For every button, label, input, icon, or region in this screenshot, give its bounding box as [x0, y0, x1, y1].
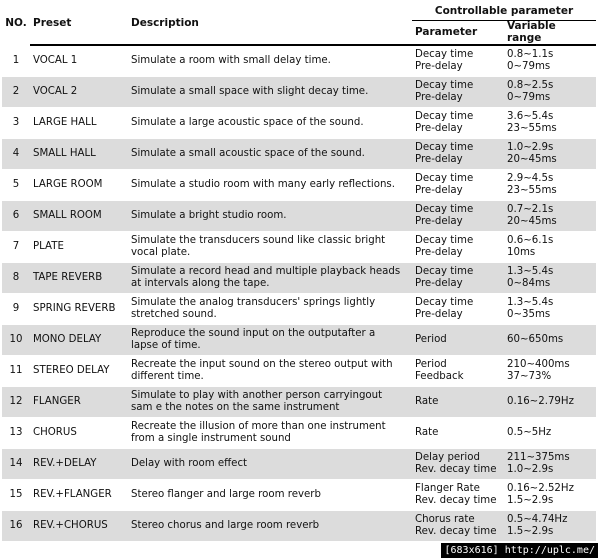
row-number: 8: [2, 262, 30, 293]
parameter-name: [412, 479, 504, 510]
preset-description: [128, 45, 412, 76]
variable-range-line: 0.16~2.52Hz: [507, 483, 574, 494]
parameter-name-line: Flanger Rate: [415, 483, 480, 494]
table-row: [2, 355, 596, 386]
preset-name: CHORUS: [30, 417, 128, 448]
parameter-name-line: Decay time: [415, 235, 474, 246]
table-row: [2, 262, 596, 293]
preset-description-line: Recreate the input sound on the stereo output with: [131, 359, 393, 370]
preset-name: REV.+DELAY: [30, 448, 128, 479]
variable-range-line: 23~55ms: [507, 184, 557, 196]
preset-name: REV.+CHORUS: [30, 510, 128, 541]
parameter-name: [412, 262, 504, 293]
header-no: NO.: [5, 17, 27, 29]
variable-range-line: 0~79ms: [507, 60, 551, 72]
preset-description-line: different time.: [131, 370, 204, 382]
variable-range-line: 210~400ms: [507, 359, 570, 370]
preset-description-line: Simulate a small space with slight decay time.: [131, 85, 369, 97]
row-number: 14: [2, 448, 30, 479]
row-number: 1: [2, 45, 30, 76]
preset-description-line: stretched sound.: [131, 308, 217, 320]
parameter-name-line: Decay time: [415, 266, 474, 277]
parameter-name-line: Pre-delay: [415, 308, 463, 320]
variable-range-line: 0.16~2.79Hz: [507, 395, 574, 407]
parameter-name-line: Decay time: [415, 80, 474, 91]
preset-description-line: Simulate a bright studio room.: [131, 209, 287, 221]
header-controllable-parameter: Controllable parameter: [412, 3, 596, 21]
preset-name: LARGE HALL: [30, 107, 128, 138]
parameter-name: [412, 45, 504, 76]
parameter-name-line: Rate: [415, 426, 439, 438]
table-row: [2, 45, 596, 76]
preset-name: SPRING REVERB: [30, 293, 128, 324]
variable-range-line: 10ms: [507, 246, 536, 258]
variable-range-line: 1.0~2.9s: [507, 142, 554, 153]
row-number: 16: [2, 510, 30, 541]
preset-name: SMALL ROOM: [30, 200, 128, 231]
preset-description-line: Simulate a studio room with many early reflections.: [131, 178, 395, 190]
table-row: [2, 169, 596, 200]
variable-range-line: 0.6~6.1s: [507, 235, 554, 246]
parameter-name-line: Period: [415, 359, 447, 370]
preset-description: [128, 262, 412, 293]
parameter-name-line: Chorus rate: [415, 514, 475, 526]
parameter-name: [412, 231, 504, 262]
preset-description: [128, 479, 412, 510]
table-row: [2, 386, 596, 417]
row-number: 11: [2, 355, 30, 386]
header-parameter: Parameter: [412, 21, 504, 46]
variable-range-line: 1.5~2.9s: [507, 494, 554, 506]
variable-range-line: 0.5~5Hz: [507, 426, 552, 438]
preset-name: TAPE REVERB: [30, 262, 128, 293]
parameter-name-line: Decay time: [415, 173, 474, 184]
variable-range-line: 0~35ms: [507, 308, 551, 320]
preset-description: [128, 417, 412, 448]
preset-description-line: Simulate to play with another person carryingout: [131, 390, 383, 401]
variable-range: [504, 262, 596, 293]
row-number: 5: [2, 169, 30, 200]
parameter-name-line: Decay time: [415, 204, 474, 215]
row-number: 7: [2, 231, 30, 262]
parameter-name-line: Decay time: [415, 297, 474, 308]
parameter-name-line: Rate: [415, 395, 439, 407]
variable-range: [504, 45, 596, 76]
parameter-name-line: Pre-delay: [415, 60, 463, 72]
table-row: [2, 200, 596, 231]
parameter-name-line: Decay time: [415, 142, 474, 153]
variable-range-line: 1.5~2.9s: [507, 525, 554, 537]
preset-description: [128, 138, 412, 169]
preset-name: STEREO DELAY: [30, 355, 128, 386]
preset-name: SMALL HALL: [30, 138, 128, 169]
table-row: [2, 76, 596, 107]
image-size-footer: [683x616] http://uplc.me/: [441, 543, 598, 558]
variable-range: [504, 510, 596, 541]
row-number: 4: [2, 138, 30, 169]
parameter-name-line: Feedback: [415, 370, 464, 382]
preset-description-line: Stereo chorus and large room reverb: [131, 520, 320, 531]
parameter-name-line: Delay period: [415, 452, 480, 463]
variable-range: [504, 107, 596, 138]
preset-description-line: Recreate the illusion of more than one instrument: [131, 421, 386, 432]
variable-range-line: 20~45ms: [507, 153, 557, 165]
parameter-name: [412, 448, 504, 479]
row-number: 2: [2, 76, 30, 107]
table-row: [2, 417, 596, 448]
parameter-name-line: Pre-delay: [415, 184, 463, 196]
variable-range: [504, 200, 596, 231]
variable-range: [504, 138, 596, 169]
variable-range-line: 0.8~1.1s: [507, 49, 554, 61]
preset-name: REV.+FLANGER: [30, 479, 128, 510]
row-number: 10: [2, 324, 30, 355]
variable-range: [504, 355, 596, 386]
parameter-name-line: Rev. decay time: [415, 525, 497, 537]
parameter-name-line: Pre-delay: [415, 277, 463, 289]
header-variable-range: Variable range: [504, 21, 596, 46]
preset-description-line: Delay with room effect: [131, 457, 248, 469]
row-number: 15: [2, 479, 30, 510]
parameter-name-line: Decay time: [415, 111, 474, 122]
variable-range: [504, 169, 596, 200]
variable-range-line: 211~375ms: [507, 452, 570, 463]
preset-name: PLATE: [30, 231, 128, 262]
preset-description-line: Simulate the transducers sound like classic bright: [131, 235, 386, 246]
preset-description-line: vocal plate.: [131, 246, 191, 258]
parameter-name: [412, 76, 504, 107]
table-row: [2, 293, 596, 324]
parameter-name-line: Pre-delay: [415, 91, 463, 103]
preset-name: MONO DELAY: [30, 324, 128, 355]
row-number: 6: [2, 200, 30, 231]
header-description: Description: [128, 3, 412, 45]
preset-table: [2, 3, 596, 541]
preset-description-line: at intervals along the tape.: [131, 277, 270, 289]
preset-description: [128, 200, 412, 231]
variable-range-line: 0.7~2.1s: [507, 204, 554, 215]
table-row: [2, 231, 596, 262]
parameter-name: [412, 510, 504, 541]
preset-description: [128, 386, 412, 417]
row-number: 3: [2, 107, 30, 138]
variable-range-line: 3.6~5.4s: [507, 111, 554, 122]
variable-range: [504, 324, 596, 355]
parameter-name: [412, 138, 504, 169]
variable-range-line: 0.5~4.74Hz: [507, 514, 568, 526]
preset-description: [128, 324, 412, 355]
variable-range: [504, 76, 596, 107]
row-number: 12: [2, 386, 30, 417]
header-preset: Preset: [30, 3, 128, 45]
variable-range-line: 0.8~2.5s: [507, 80, 554, 91]
preset-description-line: Reproduce the sound input on the outputafter a: [131, 328, 376, 339]
variable-range: [504, 386, 596, 417]
preset-description: [128, 169, 412, 200]
preset-description-line: Simulate a large acoustic space of the sound.: [131, 116, 364, 128]
parameter-name: [412, 324, 504, 355]
variable-range-line: 23~55ms: [507, 122, 557, 134]
preset-description: [128, 76, 412, 107]
parameter-name-line: Rev. decay time: [415, 494, 497, 506]
preset-description: [128, 448, 412, 479]
parameter-name: [412, 417, 504, 448]
parameter-name-line: Pre-delay: [415, 246, 463, 258]
parameter-name: [412, 355, 504, 386]
preset-description: [128, 355, 412, 386]
preset-description-line: lapse of time.: [131, 339, 201, 351]
preset-name: LARGE ROOM: [30, 169, 128, 200]
preset-description-line: Stereo flanger and large room reverb: [131, 488, 321, 500]
parameter-name-line: Pre-delay: [415, 153, 463, 165]
table-row: [2, 138, 596, 169]
preset-name: VOCAL 1: [30, 45, 128, 76]
preset-description-line: Simulate a small acoustic space of the sound.: [131, 147, 365, 159]
preset-description-line: Simulate the analog transducers' springs lightly: [131, 297, 376, 308]
preset-description: [128, 231, 412, 262]
preset-description: [128, 107, 412, 138]
parameter-name: [412, 293, 504, 324]
parameter-name-line: Decay time: [415, 49, 474, 61]
variable-range: [504, 417, 596, 448]
parameter-name: [412, 169, 504, 200]
preset-name: VOCAL 2: [30, 76, 128, 107]
parameter-name: [412, 107, 504, 138]
parameter-name: [412, 200, 504, 231]
preset-description-line: Simulate a room with small delay time.: [131, 55, 331, 66]
table-row: [2, 479, 596, 510]
parameter-name: [412, 386, 504, 417]
variable-range: [504, 293, 596, 324]
parameter-name-line: Rev. decay time: [415, 463, 497, 475]
row-number: 13: [2, 417, 30, 448]
variable-range-line: 37~73%: [507, 370, 552, 382]
variable-range: [504, 231, 596, 262]
variable-range-line: 0~79ms: [507, 91, 551, 103]
variable-range-line: 1.3~5.4s: [507, 297, 554, 308]
variable-range: [504, 448, 596, 479]
row-number: 9: [2, 293, 30, 324]
parameter-name-line: Pre-delay: [415, 122, 463, 134]
parameter-name-line: Period: [415, 333, 447, 345]
variable-range-line: 1.0~2.9s: [507, 463, 554, 475]
table-row: [2, 324, 596, 355]
variable-range-line: 20~45ms: [507, 215, 557, 227]
table-row: [2, 448, 596, 479]
preset-description-line: Simulate a record head and multiple playback heads: [131, 266, 401, 277]
table-row: [2, 510, 596, 541]
variable-range-line: 60~650ms: [507, 333, 564, 345]
variable-range-line: 0~84ms: [507, 277, 551, 289]
preset-description-line: from a single instrument sound: [131, 432, 291, 444]
table-row: [2, 107, 596, 138]
preset-description: [128, 510, 412, 541]
variable-range: [504, 479, 596, 510]
parameter-name-line: Pre-delay: [415, 215, 463, 227]
variable-range-line: 2.9~4.5s: [507, 173, 554, 184]
preset-description-line: sam e the notes on the same instrument: [131, 401, 340, 413]
variable-range-line: 1.3~5.4s: [507, 266, 554, 277]
preset-name: FLANGER: [30, 386, 128, 417]
preset-description: [128, 293, 412, 324]
